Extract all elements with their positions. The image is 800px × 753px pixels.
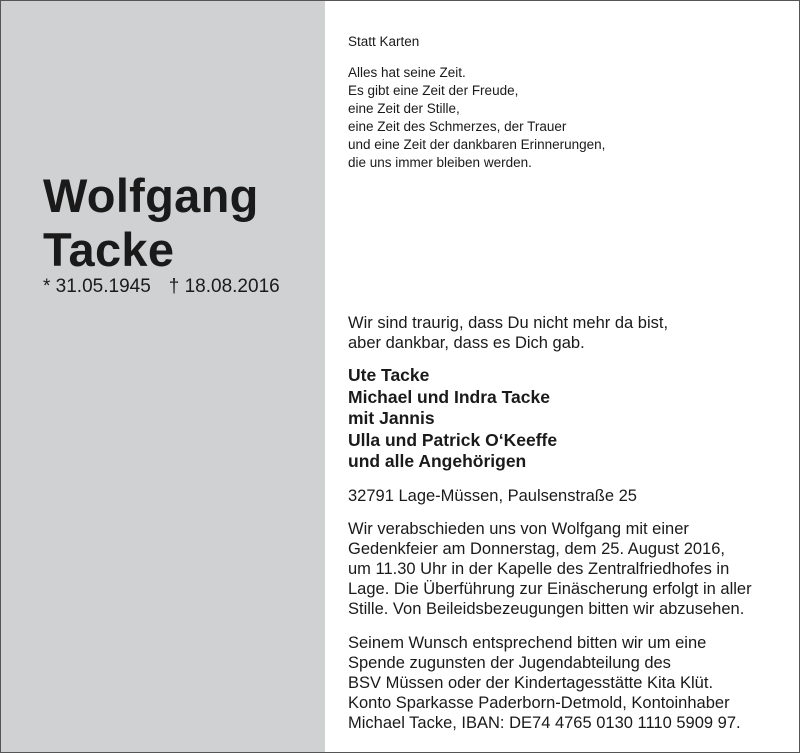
header-note: Statt Karten: [348, 34, 420, 49]
ceremony-line: Gedenkfeier am Donnerstag, dem 25. August 2016,: [348, 540, 725, 558]
mourners-list: [348, 365, 557, 473]
donation-paragraph: [348, 633, 741, 733]
ceremony-paragraph: [348, 519, 752, 619]
donation-line: Seinem Wunsch entsprechend bitten wir um eine: [348, 634, 707, 652]
poem-line: eine Zeit des Schmerzes, der Trauer: [348, 119, 567, 134]
sentiment-paragraph: [348, 313, 668, 353]
poem-line: Es gibt eine Zeit der Freude,: [348, 83, 519, 98]
poem-line: Alles hat seine Zeit.: [348, 65, 466, 80]
ceremony-line: Wir verabschieden uns von Wolfgang mit einer: [348, 520, 689, 538]
deceased-last-name: Tacke: [43, 223, 175, 276]
life-dates: [43, 275, 280, 299]
name-panel: [1, 1, 325, 752]
donation-line: Konto Sparkasse Paderborn-Detmold, Kontoinhaber: [348, 694, 730, 712]
donation-line: Spende zugunsten der Jugendabteilung des: [348, 654, 671, 672]
address: 32791 Lage-Müssen, Paulsenstraße 25: [348, 487, 637, 505]
mourner-line: mit Jannis: [348, 408, 435, 428]
deceased-name: [43, 169, 259, 277]
ceremony-line: Stille. Von Beileidsbezeugungen bitten wir abzusehen.: [348, 600, 745, 618]
mourner-line: Ulla und Patrick O‘Keeffe: [348, 429, 558, 450]
sentiment-line: aber dankbar, dass es Dich gab.: [348, 334, 585, 352]
poem: [348, 64, 605, 172]
birth-date: * 31.05.1945: [43, 276, 151, 297]
poem-line: die uns immer bleiben werden.: [348, 155, 532, 170]
deceased-first-name: Wolfgang: [43, 169, 259, 222]
donation-line: BSV Müssen oder der Kindertagesstätte Kita Klüt.: [348, 674, 714, 692]
poem-line: und eine Zeit der dankbaren Erinnerungen,: [348, 137, 606, 152]
sentiment-line: Wir sind traurig, dass Du nicht mehr da bist,: [348, 314, 669, 332]
mourner-line: und alle Angehörigen: [348, 451, 527, 471]
donation-line: Michael Tacke, IBAN: DE74 4765 0130 1110 5909 97.: [348, 714, 741, 732]
ceremony-line: Lage. Die Überführung zur Einäscherung erfolgt in aller: [348, 580, 752, 598]
ceremony-line: um 11.30 Uhr in der Kapelle des Zentralfriedhofes in: [348, 560, 730, 578]
mourner-line: Michael und Indra Tacke: [348, 386, 550, 407]
death-date: † 18.08.2016: [168, 276, 280, 297]
poem-line: eine Zeit der Stille,: [348, 101, 460, 116]
mourner-line: Ute Tacke: [348, 365, 430, 385]
